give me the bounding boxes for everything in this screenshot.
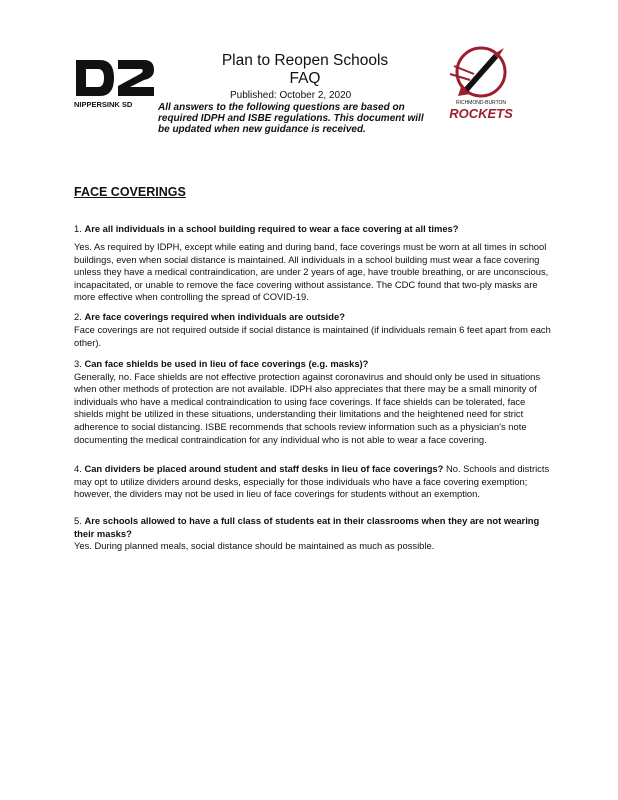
rockets-name: ROCKETS (449, 106, 513, 121)
faq-answer-1: Yes. As required by IDPH, except while eating and during band, face coverings must be worn at all times in school buildings, even when social distance is maintained. All individuals in a school building must wear a face covering unless they have a medical contraindication, are under 2 years of age, have trouble breathing, or are unconscious, incapacitated, or unable to remove the face covering without assistance. The CDC found that two-ply masks are more effective when controlling the spread of COVID-19. (74, 241, 549, 303)
faq-question-3: 3. Can face shields be used in lieu of face coverings (e.g. masks)? (74, 358, 369, 369)
faq-question-4: Can dividers be placed around student and staff desks in lieu of face coverings? (84, 463, 444, 474)
page-subtitle: FAQ (289, 70, 321, 87)
faq-answer-2: Face coverings are not required outside if social distance is maintained (if individuals remain 6 feet apart from each other). (74, 324, 551, 348)
faq-answer-5: Yes. During planned meals, social distance should be maintained as much as possible. (74, 540, 435, 552)
rockets-logo (440, 44, 522, 122)
nippersink-caption: NIPPERSINK SD (74, 100, 133, 109)
faq-item-5 (74, 515, 552, 553)
section-title: FACE COVERINGS (74, 185, 186, 199)
faq-question-2: 2. Are face coverings required when individuals are outside? (74, 311, 345, 322)
faq-answer-4: No. Schools and districts may opt to utilize dividers around desks, especially for those individuals who have a face covering exemption; however, the dividers may not be used in lieu of face coverings for students without an exemption. (74, 463, 550, 500)
faq-item-4: 4. Can dividers be placed around student and staff desks in lieu of face coverings? No. Schools and districts may opt to utilize dividers around desks, especially for those individuals who have a face covering exemption; however, the dividers may not be used in lieu of face coverings for students without an exemption. (74, 463, 550, 500)
faq-question-5: 5. Are schools allowed to have a full class of students eat in their classrooms when they are not wearing their masks? (74, 515, 540, 539)
page-title: Plan to Reopen Schools (221, 52, 389, 69)
rockets-top-text: RICHMOND-BURTON (455, 100, 507, 106)
faq-question-1: 1. Are all individuals in a school building required to wear a face covering at all times? (74, 223, 459, 234)
nippersink-logo (74, 58, 158, 110)
faq-item-3 (74, 358, 552, 446)
faq-answer-3: Generally, no. Face shields are not effective protection against coronavirus and should only be used in situations when other methods of protection are not available. IDPH also appreciates that there may be a small minority of individuals who have a medical contraindication to using face coverings. If face shields can be tolerated, face shields might be utilized in these situations, understanding their limitations and the heightened need for strict adherence to social distancing. ISBE recommends that schools review information such as a physician's note documenting the medical contraindication for any individual who is not able to wear a face covering. (74, 370, 541, 445)
notice-text: All answers to the following questions are based on required IDPH and ISBE regulations. This document will be updated when new guidance is received. (158, 102, 424, 135)
published-date: Published: October 2, 2020 (230, 90, 352, 101)
